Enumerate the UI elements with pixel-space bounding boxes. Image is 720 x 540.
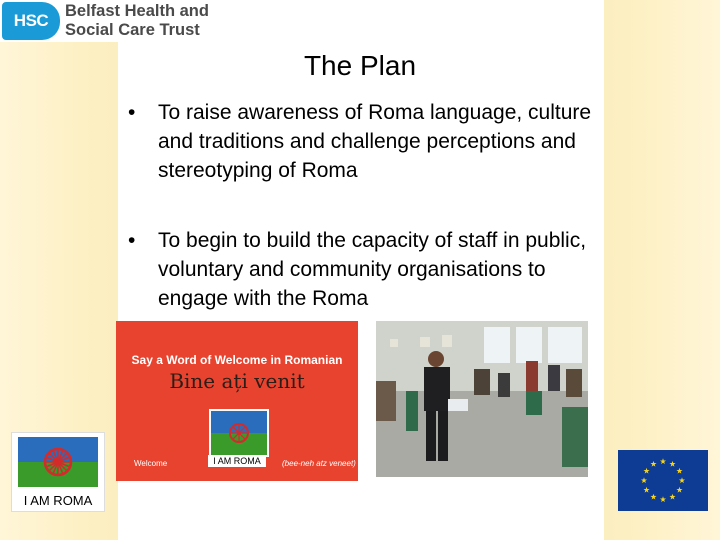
roma-flag-logo (11, 432, 105, 512)
welcome-card-image (116, 321, 358, 481)
bullet-item (128, 98, 598, 185)
bullet-item (128, 226, 598, 313)
workshop-photo (376, 321, 588, 477)
bullet-point-icon: • (128, 101, 136, 124)
eu-star-icon (644, 487, 650, 493)
bullet-text: To raise awareness of Roma language, culture and traditions and challenge perceptions and stereotyping of Roma (158, 101, 592, 182)
organisation-name-line2: Social Care Trust (65, 21, 200, 39)
bullet-list (128, 98, 598, 313)
organisation-name-line1: Belfast Health and (65, 2, 209, 20)
eu-star-icon (660, 496, 666, 502)
eu-star-icon (676, 487, 682, 493)
eu-star-icon (679, 477, 685, 483)
slide-title: The Plan (303, 50, 417, 81)
welcome-card-badge: I AM ROMA (208, 455, 266, 467)
organisation-logo (0, 0, 230, 42)
eu-star-icon (650, 461, 656, 467)
bullet-text: To begin to build the capacity of staff in public, voluntary and community organisations to engage with the Roma (158, 229, 587, 310)
eu-star-icon (660, 458, 666, 464)
hsc-logo-text: HSC (13, 11, 49, 30)
eu-star-icon (669, 494, 675, 500)
eu-star-icon (676, 468, 682, 474)
eu-flag-icon (618, 450, 708, 511)
organisation-name (65, 2, 209, 40)
roma-flag-caption: I AM ROMA (23, 493, 93, 508)
hsc-logo-mark (2, 2, 60, 40)
eu-star-icon (669, 461, 675, 467)
welcome-card-right-label: (bee-neh atz veneet) (282, 459, 356, 468)
roma-flag-icon (18, 437, 98, 487)
welcome-card-left-label: Welcome (134, 459, 168, 468)
eu-star-icon (641, 477, 647, 483)
bullet-point-icon: • (128, 229, 136, 252)
eu-star-icon (650, 494, 656, 500)
welcome-card-heading: Say a Word of Welcome in Romanian (131, 353, 343, 367)
roma-flag-icon (209, 409, 269, 457)
eu-star-icon (644, 468, 650, 474)
welcome-card-phrase: Bine ați venit (169, 369, 305, 393)
